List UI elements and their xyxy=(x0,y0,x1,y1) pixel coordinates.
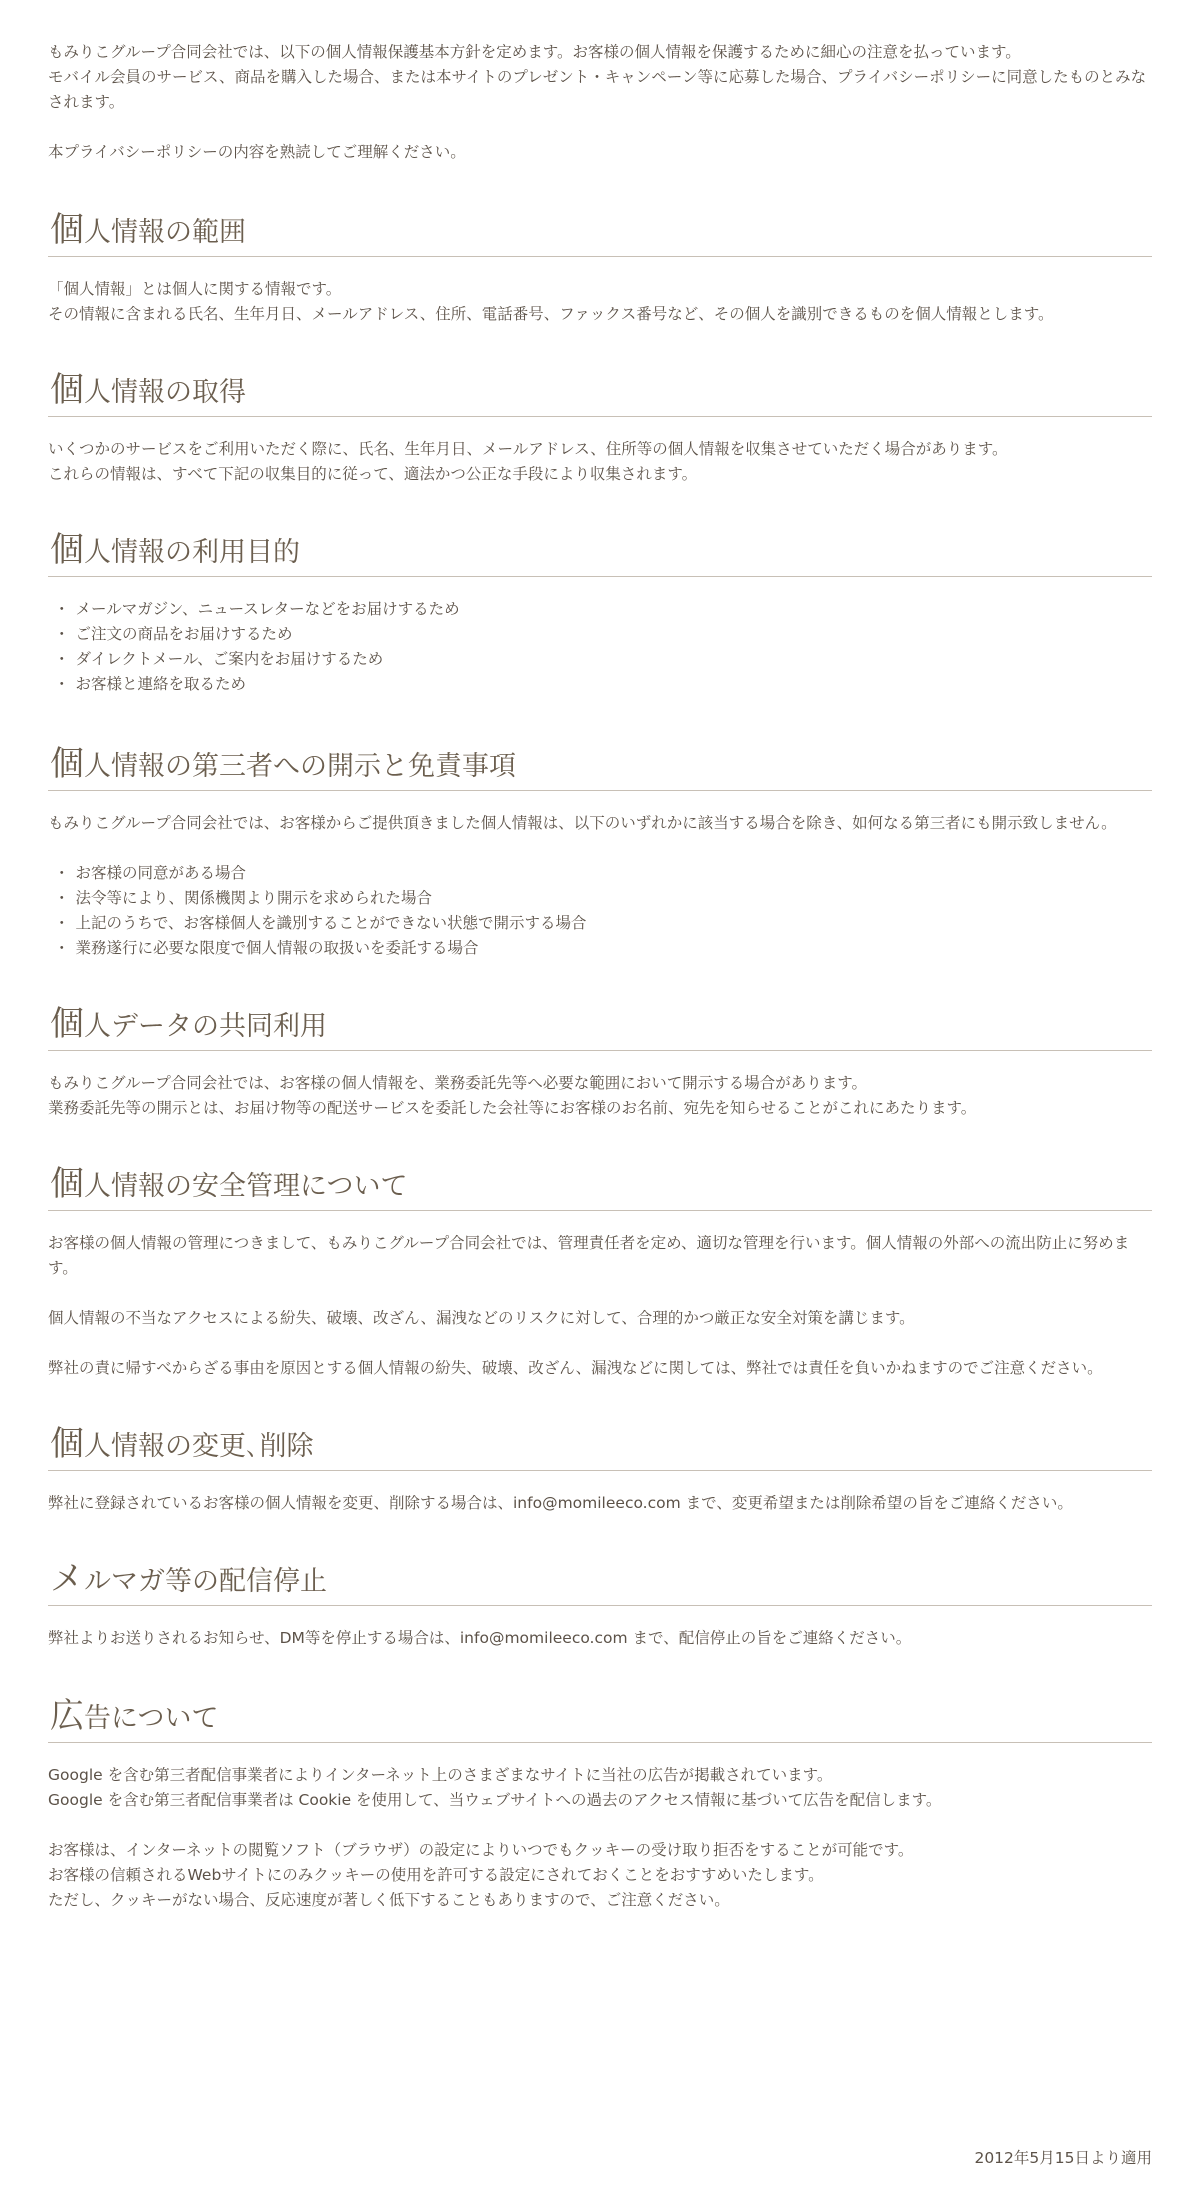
section-paragraph: お客様の個人情報の管理につきまして、もみりこグループ合同会社では、管理責任者を定め、適切な管理を行います。個人情報の外部への流出防止に努めます。 xyxy=(48,1234,1130,1277)
section-body xyxy=(48,1471,1152,1516)
list-item: ・ ご注文の商品をお届けするため xyxy=(54,622,1152,647)
section-body xyxy=(48,1051,1152,1121)
policy-content xyxy=(48,40,1152,1913)
section-paragraph: いくつかのサービスをご利用いただく際に、氏名、生年月日、メールアドレス、住所等の個人情報を収集させていただく場合があります。 これらの情報は、すべて下記の収集目的に従って、適法かつ公正な手段により収集されます。 xyxy=(48,440,1008,483)
section-title: 個人情報の取得 xyxy=(48,371,1152,417)
section-title: 個人データの共同利用 xyxy=(48,1005,1152,1051)
section-paragraph: 弊社の責に帰すべからざる事由を原因とする個人情報の紛失、破壊、改ざん、漏洩などに関しては、弊社では責任を負いかねますのでご注意ください。 xyxy=(48,1359,1103,1377)
section-body xyxy=(48,1211,1152,1381)
section-body xyxy=(48,417,1152,487)
section-paragraph: 弊社に登録されているお客様の個人情報を変更、削除する場合は、info@momileeco.com まで、変更希望または削除希望の旨をご連絡ください。 xyxy=(48,1494,1073,1512)
section-title: 広告について xyxy=(48,1697,1152,1743)
disclosure-list xyxy=(48,861,1152,961)
section-paragraph: もみりこグループ合同会社では、お客様の個人情報を、業務委託先等へ必要な範囲において開示する場合があります。 業務委託先等の開示とは、お届け物等の配送サービスを委託した会社等にお客様のお名前、宛先を知らせることがこれにあたります。 xyxy=(48,1074,977,1117)
list-item: ・ お客様の同意がある場合 xyxy=(54,861,1152,886)
list-item: ・ ダイレクトメール、ご案内をお届けするため xyxy=(54,647,1152,672)
section-title: 個人情報の範囲 xyxy=(48,211,1152,257)
section-paragraph: もみりこグループ合同会社では、お客様からご提供頂きました個人情報は、以下のいずれかに該当する場合を除き、如何なる第三者にも開示致しません。 xyxy=(48,814,1117,832)
section-disclosure xyxy=(48,745,1152,961)
section-title: 個人情報の変更､削除 xyxy=(48,1425,1152,1471)
section-body xyxy=(48,791,1152,961)
section-purpose xyxy=(48,531,1152,697)
purpose-list xyxy=(48,597,1152,697)
list-item: ・ 業務遂行に必要な限度で個人情報の取扱いを委託する場合 xyxy=(54,936,1152,961)
intro-paragraph: もみりこグループ合同会社では、以下の個人情報保護基本方針を定めます。お客様の個人情報を保護するために細心の注意を払っています。 モバイル会員のサービス、商品を購入した場合、または本サイトのプレゼント・キャンペーン等に応募した場合、プライバシーポリシーに同意したものとみなされます。 xyxy=(48,43,1147,111)
list-item: ・ 上記のうちで、お客様個人を識別することができない状態で開示する場合 xyxy=(54,911,1152,936)
intro-paragraph: 本プライバシーポリシーの内容を熟読してご理解ください。 xyxy=(48,143,466,161)
section-paragraph: 弊社よりお送りされるお知らせ、DM等を停止する場合は、info@momileeco.com まで、配信停止の旨をご連絡ください。 xyxy=(48,1629,912,1647)
section-body xyxy=(48,1743,1152,1913)
section-body xyxy=(48,577,1152,697)
section-title: 個人情報の安全管理について xyxy=(48,1165,1152,1211)
section-paragraph: 個人情報の不当なアクセスによる紛失、破壊、改ざん、漏洩などのリスクに対して、合理的かつ厳正な安全対策を講じます。 xyxy=(48,1309,915,1327)
section-advertising xyxy=(48,1697,1152,1913)
intro-block xyxy=(48,40,1152,165)
effective-date: 2012年5月15日より適用 xyxy=(974,2149,1152,2167)
section-title: メルマガ等の配信停止 xyxy=(48,1560,1152,1606)
section-title: 個人情報の利用目的 xyxy=(48,531,1152,577)
section-acquisition xyxy=(48,371,1152,487)
section-body xyxy=(48,1606,1152,1651)
section-security xyxy=(48,1165,1152,1381)
list-item: ・ お客様と連絡を取るため xyxy=(54,672,1152,697)
section-paragraph: お客様は、インターネットの閲覧ソフト（ブラウザ）の設定によりいつでもクッキーの受け取り拒否をすることが可能です。 お客様の信頼されるWebサイトにのみクッキーの使用を許可する設定にされておくことをおすすめいたします。 ただし、クッキーがない場合、反応速度が著しく低下することもありますので、ご注意ください。 xyxy=(48,1841,914,1909)
section-unsubscribe xyxy=(48,1560,1152,1651)
section-paragraph: 「個人情報」とは個人に関する情報です。 その情報に含まれる氏名、生年月日、メールアドレス、住所、電話番号、ファックス番号など、その個人を識別できるものを個人情報とします。 xyxy=(48,280,1054,323)
section-body xyxy=(48,257,1152,327)
list-item: ・ メールマガジン、ニュースレターなどをお届けするため xyxy=(54,597,1152,622)
section-joint-use xyxy=(48,1005,1152,1121)
section-scope xyxy=(48,211,1152,327)
section-title: 個人情報の第三者への開示と免責事項 xyxy=(48,745,1152,791)
section-modification xyxy=(48,1425,1152,1516)
list-item: ・ 法令等により、関係機関より開示を求められた場合 xyxy=(54,886,1152,911)
section-paragraph: Google を含む第三者配信事業者によりインターネット上のさまざまなサイトに当社の広告が掲載されています。 Google を含む第三者配信事業者は Cookie を使用して、当ウェブサイトへの過去のアクセス情報に基づいて広告を配信します。 xyxy=(48,1766,942,1809)
